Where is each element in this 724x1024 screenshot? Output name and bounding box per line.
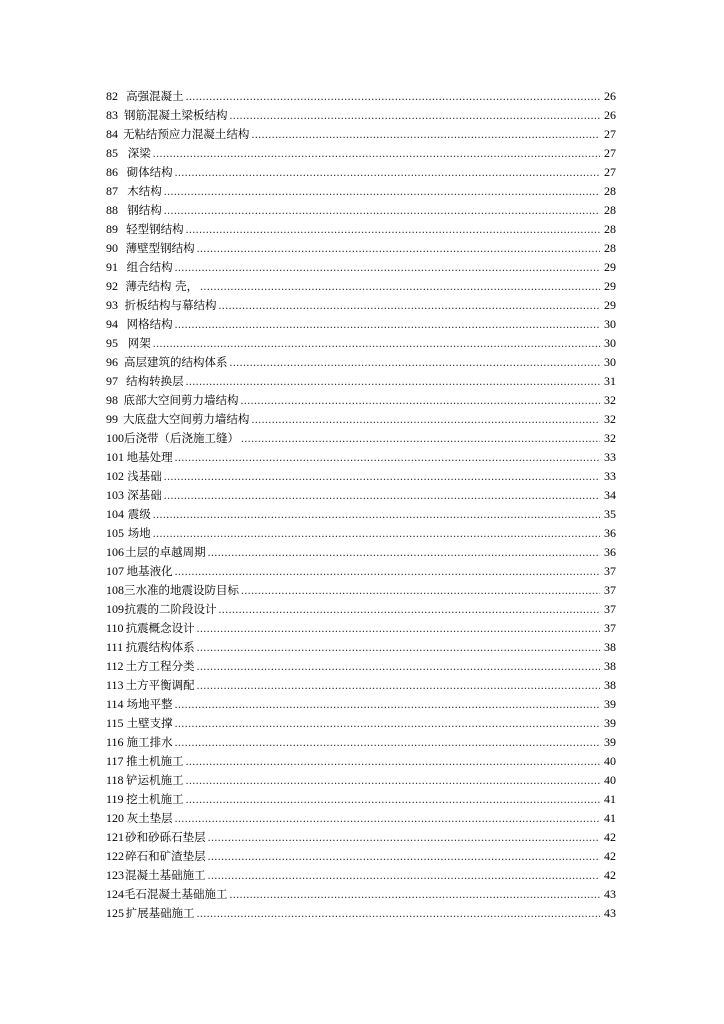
toc-entry-title: 轻型钢结构 xyxy=(126,222,184,236)
toc-entry-page-number: 43 xyxy=(604,887,616,901)
toc-dot-leader xyxy=(175,259,600,278)
toc-entry-page-number: 29 xyxy=(604,298,616,312)
toc-entry[interactable] xyxy=(106,391,616,410)
toc-entry-page-number: 32 xyxy=(604,412,616,426)
toc-entry-number: 98 xyxy=(106,393,118,407)
toc-dot-leader xyxy=(197,639,600,658)
toc-entry-page-number: 30 xyxy=(604,336,616,350)
toc-entry[interactable] xyxy=(106,163,616,182)
toc-entry[interactable] xyxy=(106,771,616,790)
toc-dot-leader xyxy=(208,829,600,848)
toc-entry-page-number: 27 xyxy=(604,146,616,160)
toc-entry-number: 106 xyxy=(106,545,124,559)
toc-entry-page-number: 26 xyxy=(604,108,616,122)
toc-entry-title: 震级 xyxy=(127,507,151,521)
toc-entry[interactable] xyxy=(106,847,616,866)
toc-entry-number: 109 xyxy=(106,602,124,616)
toc-entry[interactable] xyxy=(106,87,616,106)
toc-entry-number: 124 xyxy=(106,887,124,901)
toc-dot-leader xyxy=(197,240,600,259)
toc-entry-page-number: 42 xyxy=(604,868,616,882)
toc-entry[interactable] xyxy=(106,144,616,163)
toc-entry[interactable] xyxy=(106,790,616,809)
toc-entry[interactable] xyxy=(106,277,616,296)
toc-entry[interactable] xyxy=(106,258,616,277)
toc-entry-number: 88 xyxy=(106,203,118,217)
toc-entry-title: 碎石和矿渣垫层 xyxy=(125,849,206,863)
toc-entry-page-number: 43 xyxy=(604,906,616,920)
toc-entry-title: 网架 xyxy=(127,336,151,350)
toc-entry-page-number: 35 xyxy=(604,507,616,521)
toc-entry-page-number: 38 xyxy=(604,659,616,673)
toc-dot-leader xyxy=(164,202,600,221)
toc-entry-page-number: 34 xyxy=(604,488,616,502)
toc-entry-page-number: 28 xyxy=(604,184,616,198)
toc-entry-page-number: 39 xyxy=(604,735,616,749)
toc-entry-number: 90 xyxy=(106,241,118,255)
toc-dot-leader xyxy=(230,886,600,905)
toc-entry-number: 91 xyxy=(106,260,118,274)
toc-entry-title: 木结构 xyxy=(127,184,162,198)
toc-entry-title: 混凝土基础施工 xyxy=(125,868,206,882)
toc-dot-leader xyxy=(230,354,600,373)
toc-entry-number: 122 xyxy=(106,849,124,863)
toc-dot-leader xyxy=(175,696,600,715)
toc-entry-title: 抗震结构体系 xyxy=(125,640,195,654)
toc-entry[interactable] xyxy=(106,334,616,353)
toc-entry-number: 100 xyxy=(106,431,124,445)
toc-entry-title: 高强混凝土 xyxy=(126,89,184,103)
toc-entry-page-number: 32 xyxy=(604,431,616,445)
toc-dot-leader xyxy=(230,107,600,126)
toc-entry[interactable] xyxy=(106,448,616,467)
toc-entry[interactable] xyxy=(106,125,616,144)
toc-entry-page-number: 38 xyxy=(604,640,616,654)
toc-entry-number: 99 xyxy=(106,412,118,426)
toc-entry-page-number: 42 xyxy=(604,849,616,863)
toc-entry[interactable] xyxy=(106,752,616,771)
toc-entry-number: 95 xyxy=(106,336,118,350)
toc-entry-page-number: 27 xyxy=(604,165,616,179)
toc-entry-page-number: 42 xyxy=(604,830,616,844)
toc-dot-leader xyxy=(153,506,600,525)
toc-entry-number: 92 xyxy=(106,279,118,293)
toc-dot-leader xyxy=(208,867,600,886)
toc-dot-leader xyxy=(200,278,600,297)
toc-entry[interactable] xyxy=(106,410,616,429)
toc-dot-leader xyxy=(197,658,600,677)
toc-entry-number: 84 xyxy=(106,127,118,141)
toc-entry[interactable] xyxy=(106,505,616,524)
toc-entry-title: 地基处理 xyxy=(126,450,173,464)
toc-entry-page-number: 30 xyxy=(604,317,616,331)
toc-entry-title: 推土机施工 xyxy=(126,754,184,768)
toc-entry-title: 灰土垫层 xyxy=(126,811,173,825)
toc-entry-title: 钢结构 xyxy=(127,203,162,217)
toc-entry-title: 浅基础 xyxy=(127,469,162,483)
toc-entry-number: 101 xyxy=(106,450,124,464)
toc-entry-title: 土层的卓越周期 xyxy=(125,545,206,559)
toc-entry[interactable] xyxy=(106,429,616,448)
toc-dot-leader xyxy=(240,392,600,411)
toc-entry-number: 120 xyxy=(106,811,124,825)
toc-entry-page-number: 41 xyxy=(604,792,616,806)
toc-entry-title: 无粘结预应力混凝土结构 xyxy=(122,127,250,141)
toc-entry-number: 107 xyxy=(106,564,124,578)
toc-dot-leader xyxy=(175,563,600,582)
table-of-contents xyxy=(106,87,616,923)
toc-entry[interactable] xyxy=(106,106,616,125)
toc-dot-leader xyxy=(219,297,600,316)
toc-entry-number: 119 xyxy=(106,792,124,806)
toc-entry[interactable] xyxy=(106,600,616,619)
toc-dot-leader xyxy=(186,791,600,810)
toc-entry-page-number: 36 xyxy=(604,545,616,559)
toc-dot-leader xyxy=(208,544,600,563)
toc-entry-title: 底部大空间剪力墙结构 xyxy=(123,393,239,407)
toc-entry-title: 结构转换层 xyxy=(126,374,184,388)
toc-entry[interactable] xyxy=(106,220,616,239)
toc-dot-leader xyxy=(251,411,600,430)
toc-entry-number: 110 xyxy=(106,621,124,635)
toc-dot-leader xyxy=(186,88,600,107)
toc-entry-page-number: 37 xyxy=(604,602,616,616)
toc-entry-page-number: 31 xyxy=(604,374,616,388)
toc-entry-page-number: 40 xyxy=(604,754,616,768)
toc-dot-leader xyxy=(186,373,600,392)
toc-dot-leader xyxy=(175,810,600,829)
toc-entry[interactable] xyxy=(106,619,616,638)
toc-entry-number: 104 xyxy=(106,507,124,521)
toc-entry-number: 97 xyxy=(106,374,118,388)
toc-entry-number: 82 xyxy=(106,89,118,103)
toc-dot-leader xyxy=(153,145,600,164)
toc-entry[interactable] xyxy=(106,866,616,885)
toc-entry-page-number: 28 xyxy=(604,241,616,255)
toc-entry-page-number: 29 xyxy=(604,279,616,293)
toc-entry-title: 钢筋混凝土梁板结构 xyxy=(124,108,228,122)
toc-entry[interactable] xyxy=(106,809,616,828)
toc-entry[interactable] xyxy=(106,372,616,391)
toc-entry-number: 118 xyxy=(106,773,124,787)
toc-dot-leader xyxy=(219,601,600,620)
toc-dot-leader xyxy=(197,620,600,639)
toc-entry[interactable] xyxy=(106,695,616,714)
toc-dot-leader xyxy=(197,905,600,924)
toc-entry-title: 抗震的二阶段设计 xyxy=(124,602,217,616)
toc-dot-leader xyxy=(175,715,600,734)
toc-entry-page-number: 30 xyxy=(604,355,616,369)
toc-entry-number: 85 xyxy=(106,146,118,160)
toc-dot-leader xyxy=(153,335,600,354)
toc-dot-leader xyxy=(186,221,600,240)
toc-entry[interactable] xyxy=(106,885,616,904)
toc-entry-title: 薄壳结构 壳， xyxy=(125,279,199,293)
toc-entry[interactable] xyxy=(106,733,616,752)
toc-entry-title: 大底盘大空间剪力墙结构 xyxy=(122,412,250,426)
toc-dot-leader xyxy=(186,772,600,791)
toc-entry-page-number: 37 xyxy=(604,564,616,578)
toc-entry-title: 薄壁型钢结构 xyxy=(125,241,195,255)
toc-entry-page-number: 26 xyxy=(604,89,616,103)
toc-entry-number: 114 xyxy=(106,697,124,711)
toc-entry-title: 砌体结构 xyxy=(126,165,173,179)
toc-entry-page-number: 38 xyxy=(604,678,616,692)
toc-entry[interactable] xyxy=(106,296,616,315)
toc-dot-leader xyxy=(164,183,600,202)
toc-entry-page-number: 39 xyxy=(604,716,616,730)
toc-dot-leader xyxy=(208,848,600,867)
toc-entry-page-number: 36 xyxy=(604,526,616,540)
toc-entry-number: 112 xyxy=(106,659,124,673)
toc-dot-leader xyxy=(153,525,600,544)
toc-entry[interactable] xyxy=(106,657,616,676)
toc-entry-number: 116 xyxy=(106,735,124,749)
toc-entry[interactable] xyxy=(106,904,616,923)
toc-entry[interactable] xyxy=(106,201,616,220)
toc-entry-title: 毛石混凝土基础施工 xyxy=(124,887,228,901)
toc-entry-number: 103 xyxy=(106,488,124,502)
toc-entry-page-number: 37 xyxy=(604,583,616,597)
toc-entry-number: 96 xyxy=(106,355,118,369)
toc-entry[interactable] xyxy=(106,182,616,201)
toc-entry-page-number: 28 xyxy=(604,222,616,236)
toc-entry[interactable] xyxy=(106,562,616,581)
toc-entry-number: 86 xyxy=(106,165,118,179)
toc-entry[interactable] xyxy=(106,638,616,657)
toc-entry-title: 挖土机施工 xyxy=(126,792,184,806)
toc-dot-leader xyxy=(241,582,600,601)
toc-entry-page-number: 40 xyxy=(604,773,616,787)
toc-entry-title: 深梁 xyxy=(127,146,151,160)
toc-entry[interactable] xyxy=(106,714,616,733)
toc-entry[interactable] xyxy=(106,467,616,486)
toc-entry-page-number: 29 xyxy=(604,260,616,274)
toc-entry-number: 105 xyxy=(106,526,124,540)
toc-entry-number: 111 xyxy=(106,640,124,654)
toc-entry-number: 94 xyxy=(106,317,118,331)
toc-entry-number: 93 xyxy=(106,298,118,312)
toc-entry-title: 扩展基础施工 xyxy=(125,906,195,920)
toc-entry[interactable] xyxy=(106,239,616,258)
toc-entry-page-number: 37 xyxy=(604,621,616,635)
toc-entry-title: 土壁支撑 xyxy=(126,716,173,730)
toc-dot-leader xyxy=(175,164,600,183)
toc-dot-leader xyxy=(175,449,600,468)
toc-entry-title: 土方工程分类 xyxy=(125,659,195,673)
toc-entry-title: 高层建筑的结构体系 xyxy=(124,355,228,369)
toc-entry-title: 场地平整 xyxy=(126,697,173,711)
toc-entry-number: 87 xyxy=(106,184,118,198)
toc-entry-title: 施工排水 xyxy=(126,735,173,749)
toc-entry-number: 123 xyxy=(106,868,124,882)
toc-entry-page-number: 41 xyxy=(604,811,616,825)
toc-dot-leader xyxy=(197,677,600,696)
toc-entry-title: 深基础 xyxy=(127,488,162,502)
toc-entry-title: 后浇带（后浇施工缝） xyxy=(124,431,239,445)
toc-entry-title: 土方平衡调配 xyxy=(125,678,195,692)
toc-entry[interactable] xyxy=(106,676,616,695)
toc-entry-number: 121 xyxy=(106,830,124,844)
toc-entry-title: 三水准的地震设防目标 xyxy=(124,583,239,597)
toc-entry-page-number: 33 xyxy=(604,469,616,483)
toc-entry[interactable] xyxy=(106,524,616,543)
toc-entry-title: 场地 xyxy=(127,526,151,540)
toc-dot-leader xyxy=(241,430,600,449)
toc-entry-title: 抗震概念设计 xyxy=(125,621,195,635)
toc-entry[interactable] xyxy=(106,486,616,505)
toc-entry-title: 网格结构 xyxy=(126,317,173,331)
toc-entry-page-number: 27 xyxy=(604,127,616,141)
toc-entry-page-number: 33 xyxy=(604,450,616,464)
toc-entry-number: 125 xyxy=(106,906,124,920)
toc-entry[interactable] xyxy=(106,543,616,562)
toc-dot-leader xyxy=(251,126,600,145)
toc-entry-page-number: 28 xyxy=(604,203,616,217)
toc-entry-number: 83 xyxy=(106,108,118,122)
toc-entry[interactable] xyxy=(106,353,616,372)
toc-entry-number: 117 xyxy=(106,754,124,768)
toc-entry-title: 组合结构 xyxy=(126,260,173,274)
toc-dot-leader xyxy=(164,487,600,506)
toc-entry-number: 89 xyxy=(106,222,118,236)
toc-entry-title: 铲运机施工 xyxy=(126,773,184,787)
toc-entry-number: 108 xyxy=(106,583,124,597)
toc-entry-title: 折板结构与幕结构 xyxy=(124,298,217,312)
toc-entry[interactable] xyxy=(106,828,616,847)
toc-entry[interactable] xyxy=(106,581,616,600)
toc-entry-page-number: 32 xyxy=(604,393,616,407)
toc-dot-leader xyxy=(186,753,600,772)
toc-entry-number: 113 xyxy=(106,678,124,692)
toc-entry-number: 102 xyxy=(106,469,124,483)
toc-entry-page-number: 39 xyxy=(604,697,616,711)
toc-entry-title: 地基液化 xyxy=(126,564,173,578)
toc-dot-leader xyxy=(175,734,600,753)
toc-dot-leader xyxy=(164,468,600,487)
toc-entry-number: 115 xyxy=(106,716,124,730)
toc-dot-leader xyxy=(175,316,600,335)
toc-entry[interactable] xyxy=(106,315,616,334)
toc-entry-title: 砂和砂砾石垫层 xyxy=(125,830,206,844)
